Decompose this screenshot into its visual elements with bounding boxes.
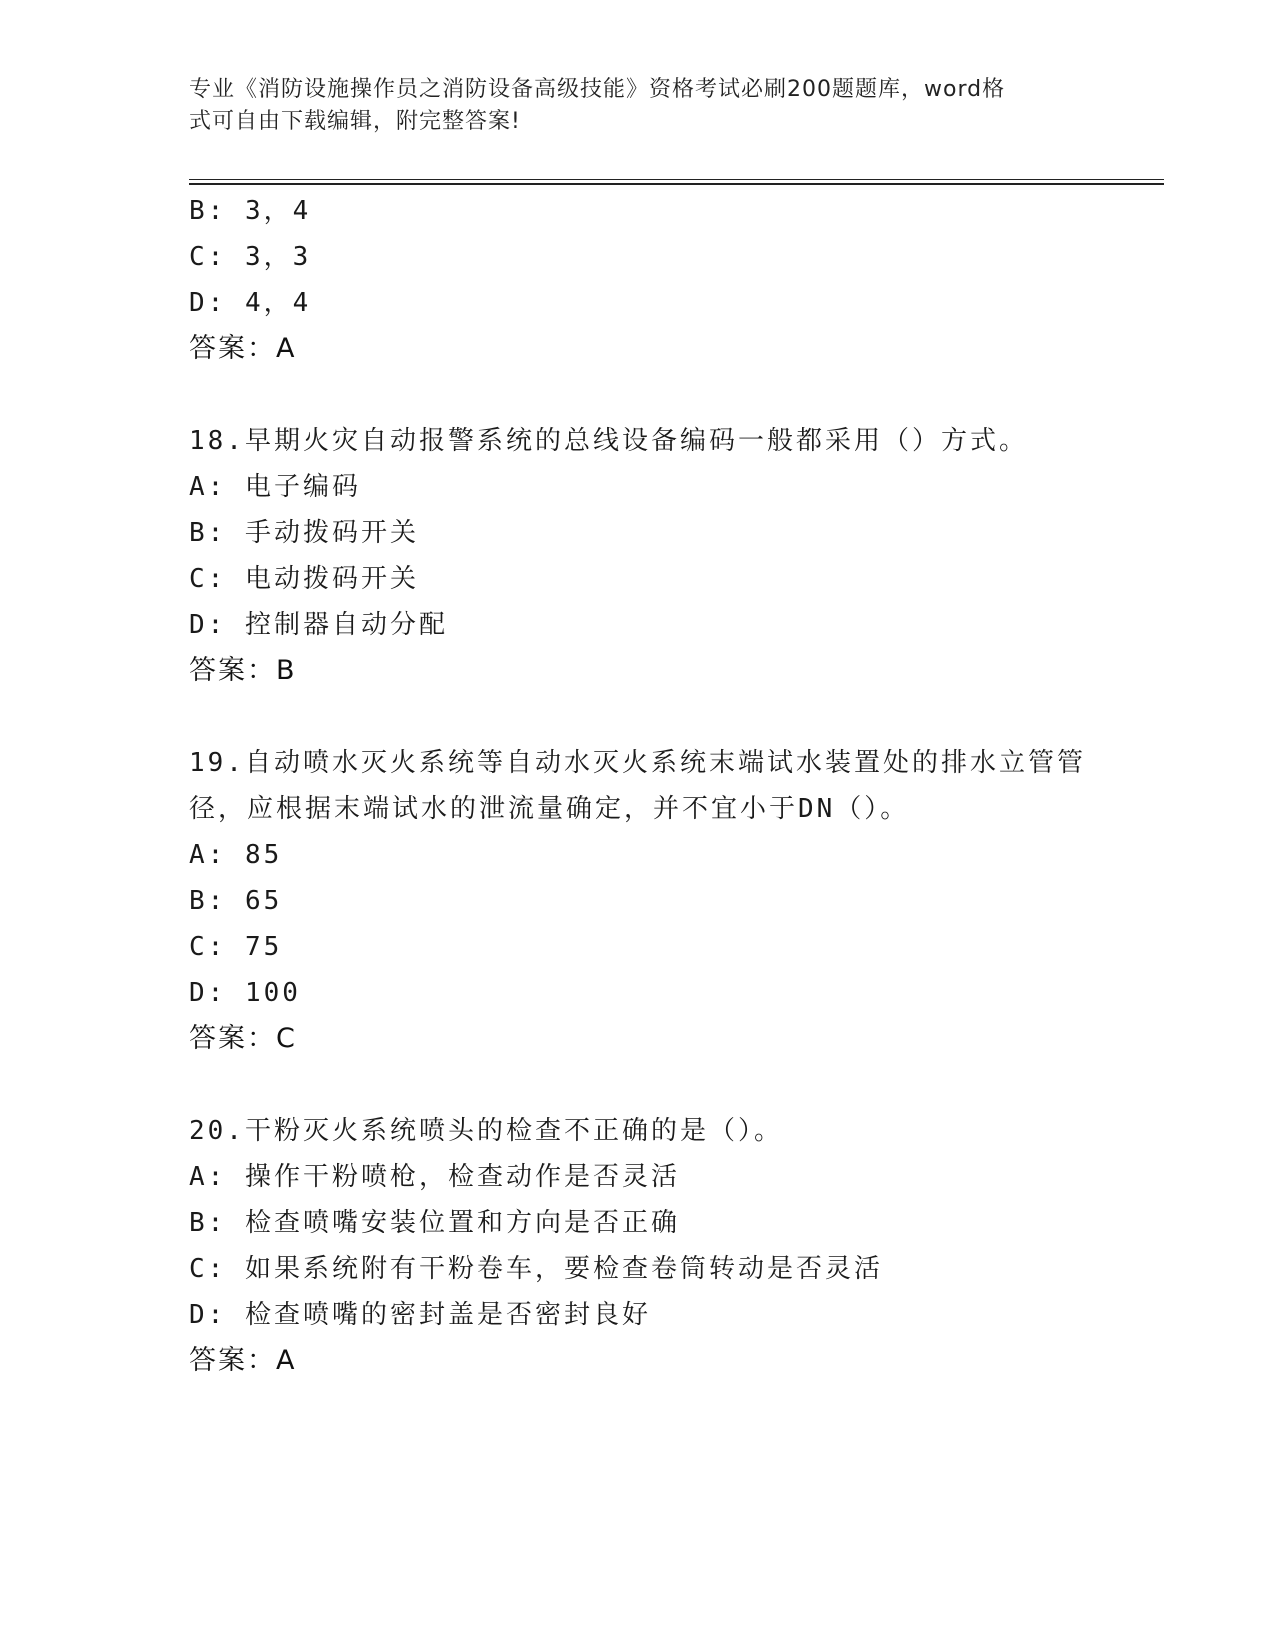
option-row: D: 100 — [189, 978, 301, 1008]
question-18 — [189, 418, 1164, 694]
question-text: 19.自动喷水灭火系统等自动水灭火系统末端试水装置处的排水立管管 — [189, 748, 1086, 778]
option-row: C: 75 — [189, 932, 283, 962]
option-text: 3，4 — [244, 196, 312, 226]
question-19 — [189, 740, 1164, 1062]
option-row: C: 3，3 — [189, 242, 312, 272]
option-text: 65 — [244, 886, 283, 916]
option-label: D — [189, 1300, 208, 1330]
option-text: 检查喷嘴安装位置和方向是否正确 — [244, 1208, 680, 1238]
option-row: B: 65 — [189, 886, 283, 916]
option-text: 控制器自动分配 — [244, 610, 448, 640]
option-text: 100 — [244, 978, 301, 1008]
spacer — [189, 694, 1164, 740]
option-row: C: 电动拨码开关 — [189, 564, 419, 594]
spacer — [189, 372, 1164, 418]
option-text: 3，3 — [244, 242, 312, 272]
answer-line: 答案：A — [189, 1345, 297, 1376]
option-row: B: 检查喷嘴安装位置和方向是否正确 — [189, 1208, 680, 1238]
option-row: A: 电子编码 — [189, 472, 361, 502]
option-row: D: 检查喷嘴的密封盖是否密封良好 — [189, 1300, 651, 1330]
option-label: B — [189, 1208, 208, 1238]
page-header — [189, 74, 1089, 138]
option-label: B — [189, 886, 208, 916]
option-label: A — [189, 840, 208, 870]
option-text: 电子编码 — [244, 472, 361, 502]
answer-line: 答案：A — [189, 333, 297, 364]
option-row: C: 如果系统附有干粉卷车，要检查卷筒转动是否灵活 — [189, 1254, 883, 1284]
option-label: C — [189, 242, 208, 272]
question-text-continued: 径，应根据末端试水的泄流量确定，并不宜小于DN（）。 — [189, 794, 910, 824]
answer-line: 答案：C — [189, 1023, 297, 1054]
question-20 — [189, 1108, 1164, 1384]
header-rule-thick — [189, 183, 1164, 185]
option-label: C — [189, 1254, 208, 1284]
option-row: A: 操作干粉喷枪，检查动作是否灵活 — [189, 1162, 680, 1192]
option-label: A — [189, 472, 208, 502]
question-17-continued — [189, 188, 1164, 372]
option-text: 电动拨码开关 — [244, 564, 419, 594]
option-row: B: 手动拨码开关 — [189, 518, 419, 548]
option-label: D — [189, 610, 208, 640]
option-text: 4，4 — [244, 288, 312, 318]
option-label: C — [189, 932, 208, 962]
question-text: 18.早期火灾自动报警系统的总线设备编码一般都采用（）方式。 — [189, 426, 1028, 456]
option-label: C — [189, 564, 208, 594]
header-rule-thin — [189, 179, 1164, 180]
option-row: A: 85 — [189, 840, 283, 870]
spacer — [189, 1062, 1164, 1108]
option-text: 操作干粉喷枪，检查动作是否灵活 — [244, 1162, 680, 1192]
option-text: 如果系统附有干粉卷车，要检查卷筒转动是否灵活 — [244, 1254, 883, 1284]
question-text: 20.干粉灭火系统喷头的检查不正确的是（）。 — [189, 1116, 783, 1146]
option-text: 75 — [244, 932, 283, 962]
option-text: 85 — [244, 840, 283, 870]
header-line-1: 专业《消防设施操作员之消防设备高级技能》资格考试必刷200题题库，word格 — [189, 77, 1006, 102]
option-label: B — [189, 518, 208, 548]
option-text: 手动拨码开关 — [244, 518, 419, 548]
header-line-2: 式可自由下载编辑，附完整答案! — [189, 109, 521, 134]
option-row: D: 4，4 — [189, 288, 312, 318]
option-label: A — [189, 1162, 208, 1192]
option-label: B — [189, 196, 208, 226]
option-row: D: 控制器自动分配 — [189, 610, 448, 640]
option-label: D — [189, 288, 208, 318]
option-text: 检查喷嘴的密封盖是否密封良好 — [244, 1300, 651, 1330]
option-row: B: 3，4 — [189, 196, 312, 226]
answer-line: 答案：B — [189, 655, 297, 686]
document-content — [189, 188, 1164, 1384]
option-label: D — [189, 978, 208, 1008]
